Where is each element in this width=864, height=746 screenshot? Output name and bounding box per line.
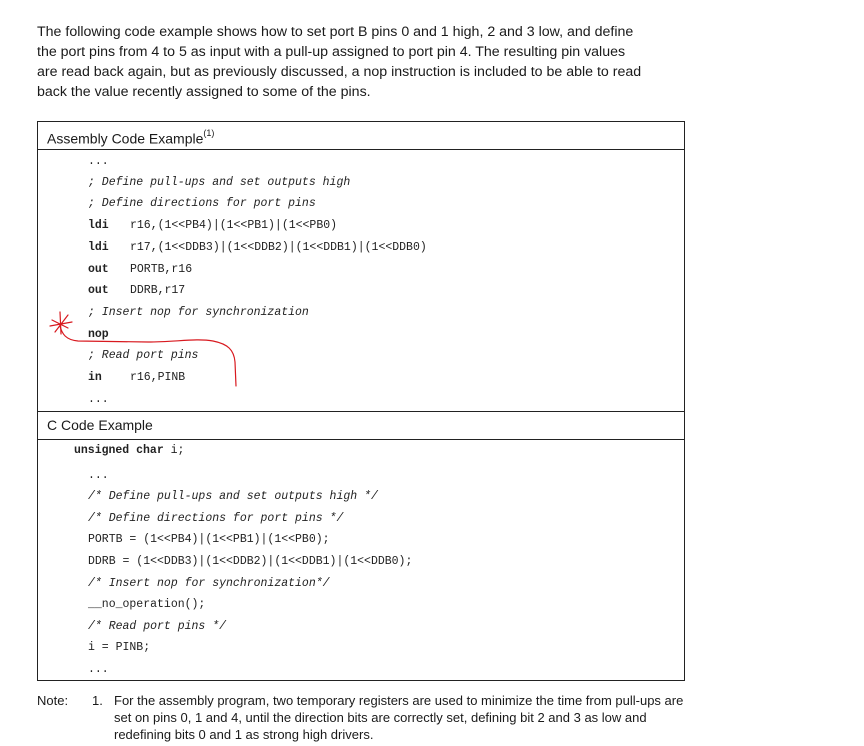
asm-operands: r16,PINB [130,371,186,384]
asm-opcode: ... [88,393,109,406]
c-line: ... [88,469,109,482]
asm-line [88,371,185,385]
asm-line [88,219,337,233]
asm-line [88,306,309,320]
c-line: ... [88,663,109,676]
c-line: __no_operation(); [88,598,206,611]
note-text: For the assembly program, two temporary registers are used to minimize the time from pull-ups are set on pins 0, 1 and 4, until the direction bits are correctly set, defining bit 2 and 3 as low and redefining bits 0 and 1 as strong high drivers. [114,693,684,742]
c-line: PORTB = (1<<PB4)|(1<<PB1)|(1<<PB0); [88,533,330,546]
c-line: i = PINB; [88,641,151,654]
asm-comment: ; Insert nop for synchronization [88,306,309,319]
c-declaration [74,444,184,458]
intro-line-1: The following code example shows how to set port B pins 0 and 1 high, 2 and 3 low, and define [37,24,634,40]
asm-line [88,241,427,255]
c-decl-type: unsigned char [74,444,164,457]
intro-line-2: the port pins from 4 to 5 as input with a pull-up assigned to port pin 4. The resulting pin values [37,44,626,60]
intro-line-4: back the value recently assigned to some of the pins. [37,84,371,100]
c-code-box [37,411,685,681]
asm-operands: r17,(1<<DDB3)|(1<<DDB2)|(1<<DDB1)|(1<<DDB0) [130,241,427,254]
c-comment: /* Insert nop for synchronization*/ [88,577,330,590]
note-number: 1. [92,693,103,708]
c-comment: /* Define pull-ups and set outputs high */ [88,490,378,503]
asm-line [88,197,316,211]
intro-paragraph [37,22,697,102]
assembly-code-title: Assembly Code Example [47,130,204,147]
asm-line [88,176,350,190]
c-decl-var: i; [163,444,185,457]
c-code-title: C Code Example [47,417,153,433]
asm-operands: PORTB,r16 [130,263,193,276]
asm-comment: ; Define pull-ups and set outputs high [88,176,351,189]
asm-opcode: nop [88,328,109,341]
asm-line [88,328,109,342]
footnote-ref: (1) [203,128,215,138]
c-code-header [38,412,684,440]
asm-opcode: out [88,263,109,276]
c-line: DDRB = (1<<DDB3)|(1<<DDB2)|(1<<DDB1)|(1<<DDB0); [88,555,413,568]
assembly-code-header [38,122,684,150]
asm-opcode: ldi [88,241,109,254]
asm-line [88,393,109,407]
asm-comment: ; Define directions for port pins [88,197,316,210]
assembly-code-box [37,121,685,412]
asm-comment: ; Read port pins [88,349,199,362]
asm-line [88,155,109,169]
asm-line [88,284,185,298]
asm-opcode: ldi [88,219,109,232]
asm-line [88,263,192,277]
asm-opcode: in [88,371,102,384]
asm-line [88,349,198,363]
c-comment: /* Define directions for port pins */ [88,512,344,525]
asm-opcode: ... [88,155,109,168]
asm-operands: DDRB,r17 [130,284,186,297]
intro-line-3: are read back again, but as previously discussed, a nop instruction is included to be able to read [37,64,642,80]
asm-opcode: out [88,284,109,297]
asm-operands: r16,(1<<PB4)|(1<<PB1)|(1<<PB0) [130,219,338,232]
note-label: Note: [37,693,69,708]
c-comment: /* Read port pins */ [88,620,227,633]
